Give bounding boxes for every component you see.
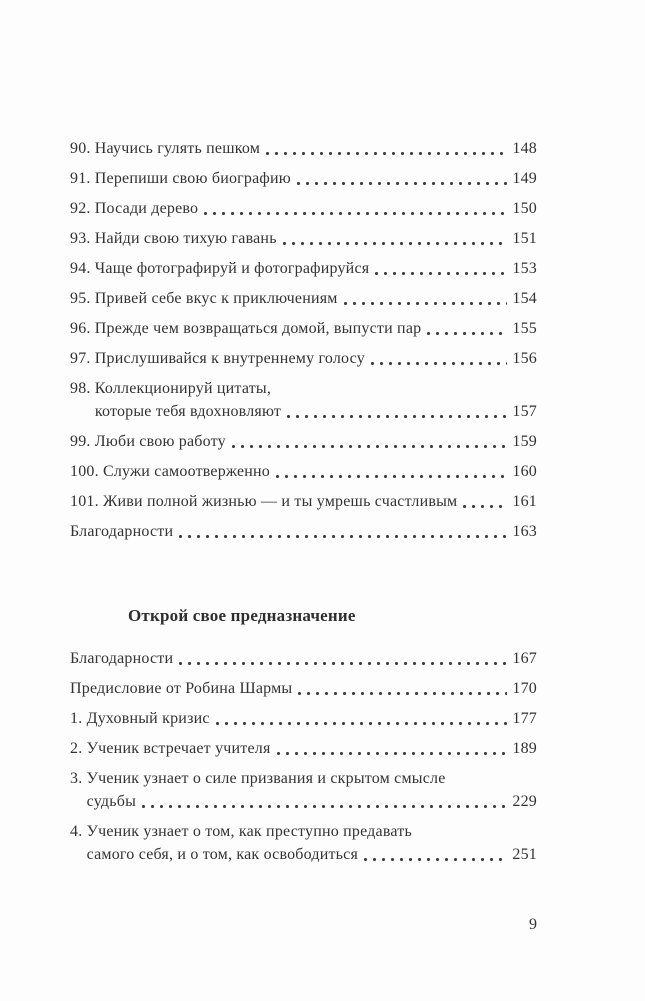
dot-leader <box>375 272 507 275</box>
toc-entry-label: Благодарности <box>70 650 174 667</box>
toc-entry-label: 92. Посади дерево <box>70 200 199 217</box>
toc-page-ref: 155 <box>512 320 537 337</box>
toc-entry-line <box>70 257 537 280</box>
dot-leader <box>179 535 507 538</box>
toc-entry-line <box>70 137 537 160</box>
page-number: 9 <box>529 916 537 933</box>
toc-entry <box>70 767 537 813</box>
toc-entry-line <box>70 647 537 670</box>
toc-page-ref: 148 <box>512 140 537 157</box>
toc-page-ref: 163 <box>512 523 537 540</box>
toc-page-ref: 167 <box>512 650 537 667</box>
toc-entry-line <box>70 400 537 423</box>
dot-leader <box>344 302 508 305</box>
dot-leader <box>364 858 507 861</box>
toc-entry <box>70 647 537 670</box>
toc-page-ref: 154 <box>512 290 537 307</box>
toc-entry <box>70 430 537 453</box>
toc-entry-label: 97. Прислушивайся к внутреннему голосу <box>70 350 365 367</box>
toc-entry-label: Предисловие от Робина Шармы <box>70 680 293 697</box>
toc-page-ref: 151 <box>512 230 537 247</box>
toc-entry-label: 93. Найди свою тихую гавань <box>70 230 277 247</box>
dot-leader <box>276 475 507 478</box>
toc-entry-line <box>70 347 537 370</box>
toc-section-2 <box>70 647 537 866</box>
toc-entry-label: Благодарности <box>70 523 174 540</box>
toc-entry-line <box>70 843 537 866</box>
toc-entry-line <box>70 227 537 250</box>
section-title: Открой свое предназначение <box>128 606 356 625</box>
toc-entry-label: 90. Научись гулять пешком <box>70 140 261 157</box>
toc-entry <box>70 197 537 220</box>
toc-page-ref: 149 <box>512 170 537 187</box>
toc-entry <box>70 677 537 700</box>
toc-entry <box>70 737 537 760</box>
toc-entry <box>70 490 537 513</box>
toc-entry-line <box>70 287 537 310</box>
toc-entry-line <box>70 377 537 400</box>
toc-entry-label: 91. Перепиши свою биографию <box>70 170 291 187</box>
toc-page-ref: 156 <box>512 350 537 367</box>
toc-page-ref: 157 <box>512 403 537 420</box>
toc-entry-label: 1. Духовный кризис <box>70 710 210 727</box>
toc-entry-line <box>70 737 537 760</box>
toc-entry-label: 99. Люби свою работу <box>70 433 226 450</box>
toc-entry-label: 4. Ученик узнает о том, как преступно предавать <box>70 823 412 840</box>
toc-entry-line <box>70 460 537 483</box>
dot-leader <box>266 152 507 155</box>
dot-leader <box>179 662 507 665</box>
toc-entry <box>70 167 537 190</box>
toc-entry-line <box>70 317 537 340</box>
toc-page-ref: 161 <box>512 493 537 510</box>
dot-leader <box>298 692 507 695</box>
toc-entry-label: 100. Служи самоотверженно <box>70 463 270 480</box>
dot-leader <box>216 722 508 725</box>
toc-entry-label: 95. Привей себе вкус к приключениям <box>70 290 338 307</box>
toc-entry-label: судьбы <box>86 793 137 810</box>
toc-entry-line <box>70 197 537 220</box>
toc-entry-label: самого себя, и о том, как освободиться <box>86 846 359 863</box>
toc-entry-line <box>70 677 537 700</box>
toc-entry-line <box>70 430 537 453</box>
toc-entry-line <box>70 707 537 730</box>
dot-leader <box>232 445 508 448</box>
dot-leader <box>277 752 508 755</box>
dot-leader <box>283 242 508 245</box>
dot-leader <box>142 805 507 808</box>
dot-leader <box>427 332 507 335</box>
toc-entry <box>70 820 537 866</box>
toc-entry <box>70 227 537 250</box>
toc-page-ref: 159 <box>512 433 537 450</box>
toc-section-1 <box>70 137 537 543</box>
toc-entry-label: которые тебя вдохновляют <box>94 403 282 420</box>
toc-entry <box>70 460 537 483</box>
toc-entry <box>70 257 537 280</box>
toc-page-ref: 189 <box>512 740 537 757</box>
toc-entry-line <box>70 767 537 790</box>
toc-entry <box>70 377 537 423</box>
toc-entry-label: 3. Ученик узнает о силе призвания и скрытом смысле <box>70 770 446 787</box>
toc-page-ref: 153 <box>512 260 537 277</box>
toc-page-ref: 251 <box>512 846 537 863</box>
toc-entry-label: 98. Коллекционируй цитаты, <box>70 380 272 397</box>
toc-entry-line <box>70 790 537 813</box>
toc-entry <box>70 137 537 160</box>
toc-page-ref: 229 <box>512 793 537 810</box>
dot-leader <box>463 505 507 508</box>
toc-entry-line <box>70 167 537 190</box>
dot-leader <box>371 362 507 365</box>
toc-entry-label: 2. Ученик встречает учителя <box>70 740 271 757</box>
toc-entry <box>70 287 537 310</box>
dot-leader <box>204 212 507 215</box>
dot-leader <box>297 182 507 185</box>
toc-entry <box>70 347 537 370</box>
toc-page-ref: 177 <box>512 710 537 727</box>
toc-entry-line <box>70 820 537 843</box>
toc-entry <box>70 317 537 340</box>
toc-entry-label: 96. Прежде чем возвращаться домой, выпусти пар <box>70 320 422 337</box>
toc-entry <box>70 520 537 543</box>
toc-page-ref: 170 <box>512 680 537 697</box>
toc-entry-label: 101. Живи полной жизнью — и ты умрешь счастливым <box>70 493 458 510</box>
toc-page-ref: 150 <box>512 200 537 217</box>
toc-entry-label: 94. Чаще фотографируй и фотографируйся <box>70 260 370 277</box>
dot-leader <box>287 415 507 418</box>
toc-entry <box>70 707 537 730</box>
toc-page-ref: 160 <box>512 463 537 480</box>
toc-entry-line <box>70 520 537 543</box>
toc-entry-line <box>70 490 537 513</box>
